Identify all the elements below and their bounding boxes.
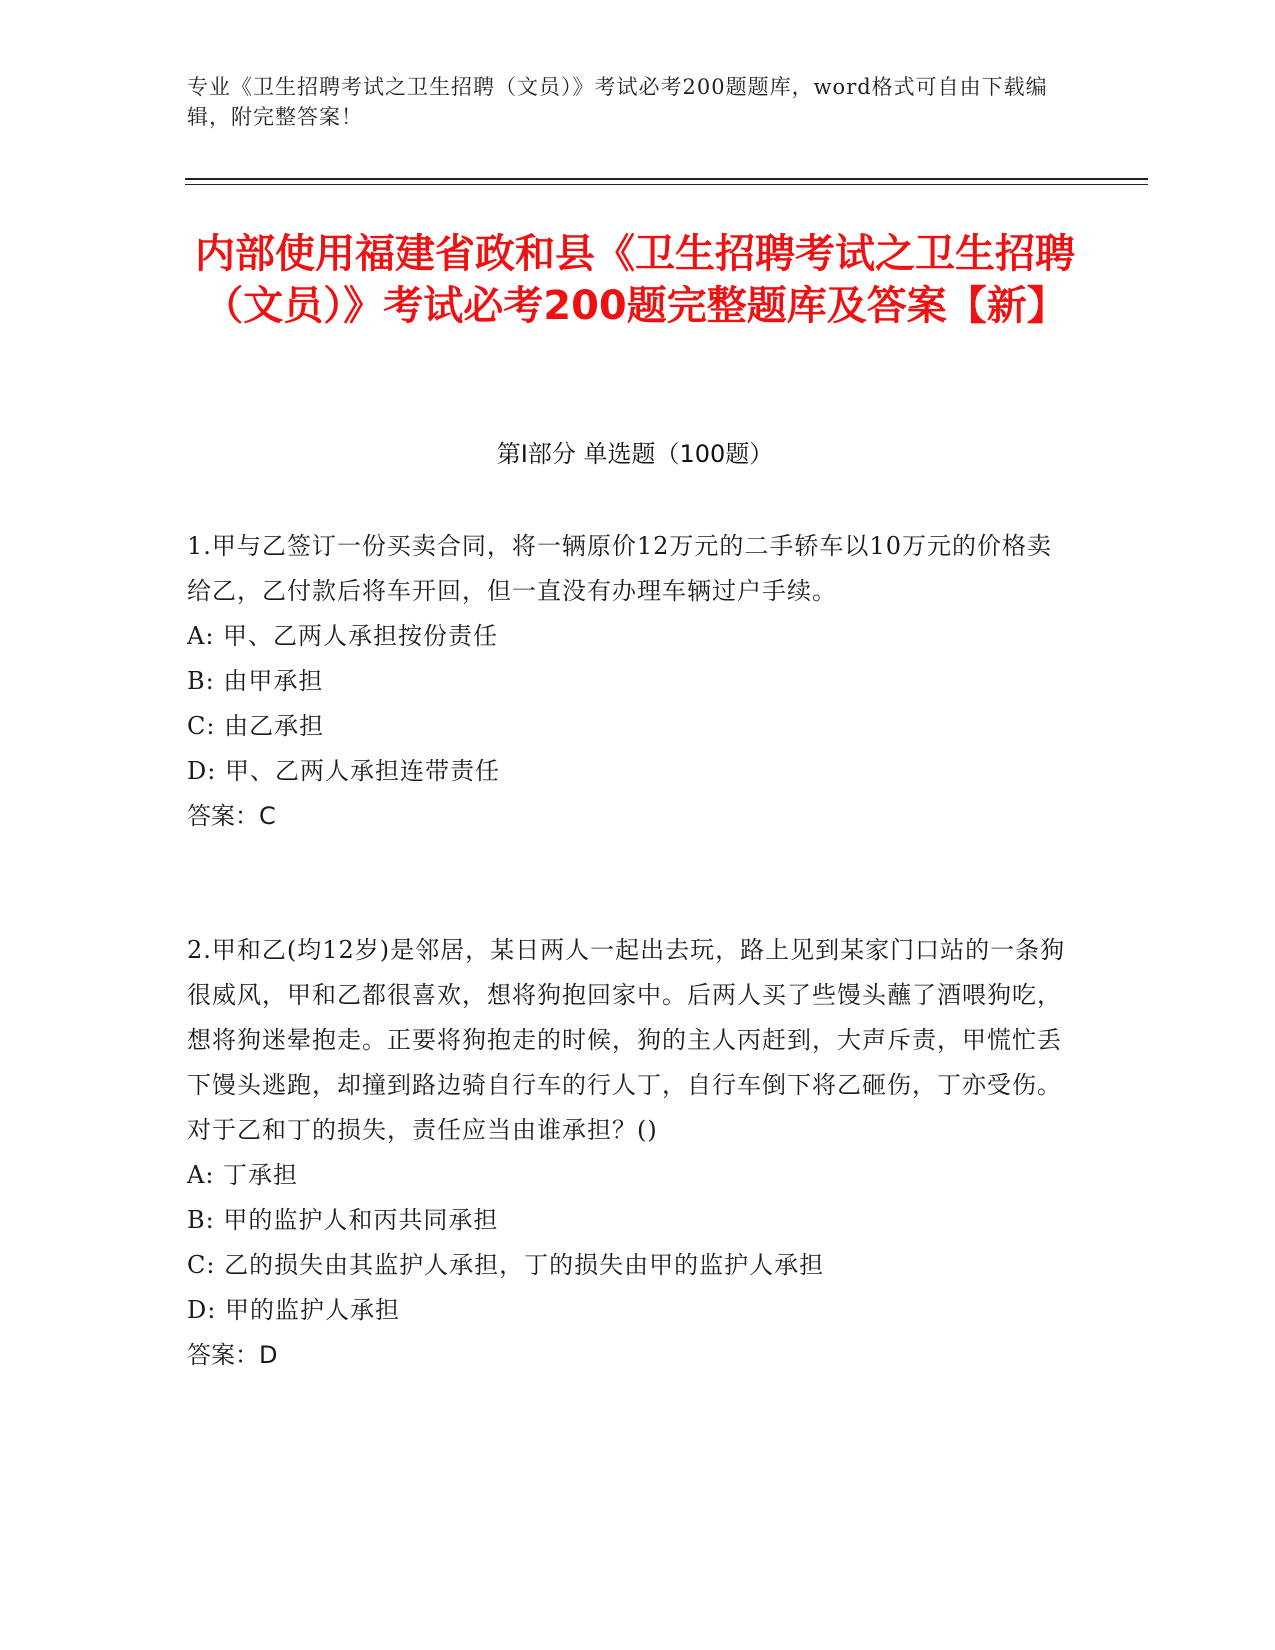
option-a: A: 甲、乙两人承担按份责任 (187, 622, 499, 650)
answer-line: 答案：D (187, 1341, 278, 1369)
option-b: B: 甲的监护人和丙共同承担 (187, 1206, 499, 1234)
option-d: D: 甲、乙两人承担连带责任 (187, 757, 500, 785)
header-divider-thick (185, 178, 1148, 180)
document-title: 内部使用福建省政和县《卫生招聘考试之卫生招聘（文员）》考试必考200题完整题库及答案【新】 (195, 231, 1075, 329)
answer-line: 答案：C (187, 802, 276, 830)
option-c: C: 乙的损失由其监护人承担，丁的损失由甲的监护人承担 (187, 1251, 825, 1279)
question-stem: 2.甲和乙(均12岁)是邻居，某日两人一起出去玩，路上见到某家门口站的一条狗很威风，甲和乙都很喜欢，想将狗抱回家中。后两人买了些馒头蘸了酒喂狗吃，想将狗迷晕抱走。正要将狗抱走的时候，狗的主人丙赶到，大声斥责，甲慌忙丢下馒头逃跑，却撞到路边骑自行车的行人丁，自行车倒下将乙砸伤，丁亦受伤。对于乙和丁的损失，责任应当由谁承担？() (187, 936, 1066, 1144)
option-b: B: 由甲承担 (187, 667, 324, 695)
section-heading: 第Ⅰ部分 单选题（100题） (496, 440, 774, 468)
header-note: 专业《卫生招聘考试之卫生招聘（文员）》考试必考200题题库，word格式可自由下载编辑，附完整答案！ (187, 75, 1048, 129)
option-c: C: 由乙承担 (187, 712, 325, 740)
question-2 (187, 928, 1067, 1378)
question-1 (187, 524, 1067, 839)
option-a: A: 丁承担 (187, 1161, 299, 1189)
question-stem: 1.甲与乙签订一份买卖合同，将一辆原价12万元的二手轿车以10万元的价格卖给乙，乙付款后将车开回，但一直没有办理车辆过户手续。 (187, 532, 1052, 605)
option-d: D: 甲的监护人承担 (187, 1296, 400, 1324)
header-divider-thin (185, 184, 1148, 185)
